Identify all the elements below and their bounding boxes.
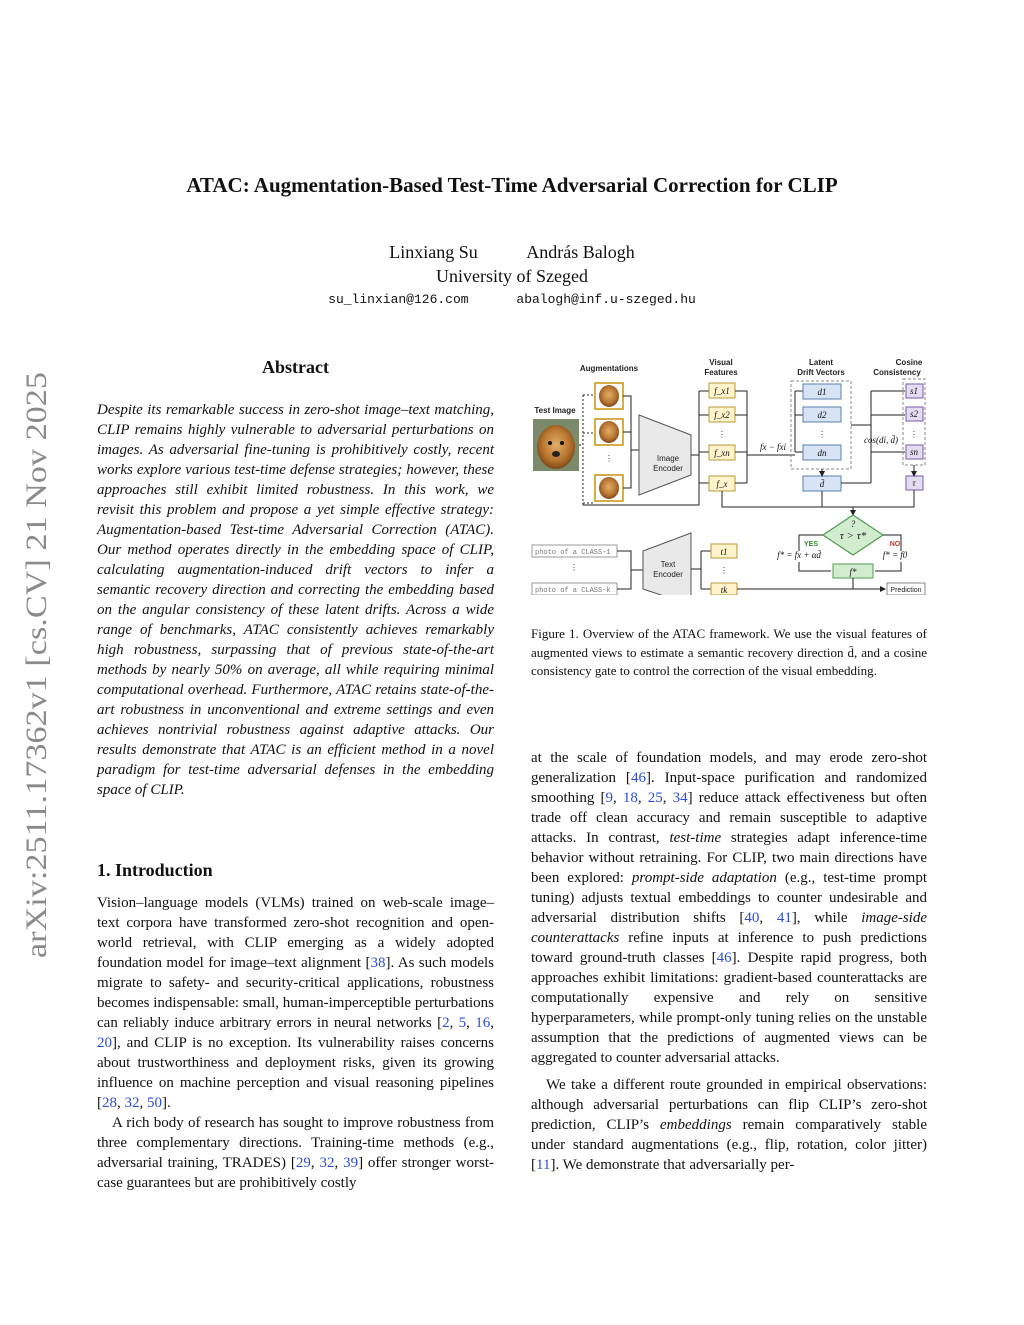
body-text: ] reduce attack effectiveness but often trade off clean accuracy and remain susceptible to adaptive attacks. In contrast, — [531, 790, 927, 846]
feature-f-xn: f_xn — [714, 448, 730, 458]
body-text: ] offer stronger worst-case guarantees but are prohibitively costly — [97, 1155, 494, 1191]
header-test-image: Test Image — [534, 406, 576, 415]
citation-link[interactable]: 9 — [605, 790, 613, 806]
citation-link[interactable]: 50 — [147, 1095, 162, 1111]
svg-text:⋮: ⋮ — [720, 566, 728, 575]
feature-f-x2: f_x2 — [714, 410, 730, 420]
text-encoder-block — [643, 533, 691, 595]
svg-text:⋮: ⋮ — [570, 563, 578, 572]
left-column-body — [97, 893, 494, 1193]
body-text: , — [759, 910, 777, 926]
decision-condition: τ > τ* — [839, 530, 867, 542]
author-name: Linxiang Su — [389, 242, 478, 262]
affiliation: University of Szeged — [436, 266, 588, 286]
score-tau: τ — [912, 478, 916, 488]
figure-caption: Figure 1. Overview of the ATAC framework. We use the visual features of augmented views to estimate a semantic recovery direction d̄, and a cosine consistency gate to control the correction of the visual embedding. — [531, 626, 927, 678]
citation-link[interactable]: 5 — [458, 1015, 467, 1031]
body-text: , — [612, 790, 623, 806]
body-text: , — [334, 1155, 344, 1171]
drift-vector-column — [791, 381, 851, 491]
decision-gate — [823, 515, 883, 555]
citation-link[interactable]: 32 — [124, 1095, 140, 1111]
text-feature-column — [711, 544, 737, 595]
emphasized-term: prompt-side adaptation — [631, 870, 777, 886]
body-text: refine inputs at inference to push predictions toward ground-truth classes [ — [531, 930, 927, 966]
svg-text:Prediction: Prediction — [890, 587, 922, 594]
emphasized-term: test-time — [669, 830, 722, 846]
author-name: András Balogh — [526, 242, 635, 262]
header-latent-drift-line1: Latent — [809, 358, 833, 367]
drift-d1: d1 — [817, 387, 827, 397]
citation-link[interactable]: 34 — [672, 790, 688, 806]
cosine-formula: cos(di, d̄) — [864, 435, 898, 445]
header-cosine-line1: Cosine — [895, 358, 923, 367]
prompt-class-k: photo of a CLASS-k — [535, 587, 611, 595]
text-feature-tk: tk — [720, 585, 728, 595]
citation-link[interactable]: 11 — [536, 1157, 551, 1173]
header-visual-features-line2: Features — [704, 368, 738, 377]
email-list — [0, 292, 1024, 307]
yes-label: YES — [803, 541, 819, 548]
citation-link[interactable]: 46 — [716, 950, 732, 966]
body-text: ]. Despite rapid progress, both approaches exhibit limitations: gradient-based counterattacks are computationally expensive and rely on sensitive hyperparameters, while prompt-only tuning relies on the unstable assumption that the predictions of augmented views can be aggregated to counter adversarial attacks. — [531, 950, 927, 1066]
emphasized-term: image-side counterattacks — [531, 910, 928, 946]
header-visual-features-line1: Visual — [709, 358, 733, 367]
body-text: ]. As such models migrate to safety- and security-critical applications, robustness becomes indispensable: small, human-imperceptible perturbations can reliably induce arbitrary errors in neural networks [ — [97, 955, 494, 1031]
body-text: ]. We demonstrate that adversarially per- — [550, 1157, 795, 1173]
abstract-text: Despite its remarkable success in zero-shot image–text matching, CLIP remains highly vulnerable to adversarial perturbations on images. As adversarial fine-tuning is prohibitively costly, recent works explore various test-time defense strategies; however, these approaches still exhibit limited robustness. In this work, we revisit this problem and propose a yet simple effective strategy: Augmentation-based Test-time Adversarial Correction (ATAC). Our method operates directly in the embedding space of CLIP, calculating augmentation-induced drift vectors to infer a semantic recovery direction and correcting the embedding based on the angular consistency of these latent drifts. Across a wide range of benchmarks, ATAC consistently achieves remarkably high robustness, surpassing that of previous state-of-the-art methods by nearly 50% on average, all while requiring minimal computational overhead. Furthermore, ATAC retains state-of-the-art robustness in unconventional and extreme settings and even achieves nontrivial robustness against adaptive attacks. Our results demonstrate that ATAC is an efficient method in a novel paradigm for test-time adversarial defenses in the embedding space of CLIP. — [97, 402, 494, 798]
visual-feature-column — [709, 383, 735, 491]
citation-link[interactable]: 46 — [630, 770, 646, 786]
author-email: su_linxian@126.com — [328, 292, 469, 307]
prompt-class-1: photo of a CLASS-1 — [535, 549, 611, 557]
citation-link[interactable]: 18 — [622, 790, 638, 806]
svg-text:Image: Image — [656, 454, 680, 463]
abstract-heading: Abstract — [262, 357, 329, 377]
svg-text:Encoder: Encoder — [653, 570, 683, 579]
body-text: ]. — [162, 1095, 171, 1111]
section-heading-introduction: 1. Introduction — [97, 860, 213, 880]
citation-link[interactable]: 39 — [343, 1155, 359, 1171]
svg-text:⋮: ⋮ — [910, 430, 918, 439]
svg-text:f*: f* — [849, 567, 857, 577]
atac-framework-figure — [531, 355, 927, 595]
citation-link[interactable]: 32 — [319, 1155, 335, 1171]
drift-dn: dn — [817, 448, 827, 458]
body-text: , — [466, 1015, 476, 1031]
prediction-box — [887, 583, 925, 595]
citation-link[interactable]: 25 — [647, 790, 663, 806]
body-text: , — [310, 1155, 320, 1171]
body-text: remain comparatively stable under standard augmentations (e.g., flip, rotation, color jitter) [ — [531, 1117, 927, 1173]
body-text: strategies adapt inference-time behavior without retraining. For CLIP, two main directions have been explored: — [531, 830, 928, 886]
prompt-list — [532, 545, 617, 595]
svg-text:Encoder: Encoder — [653, 464, 683, 473]
no-label: NO — [889, 541, 901, 548]
citation-link[interactable]: 28 — [102, 1095, 117, 1111]
body-paragraph — [531, 748, 927, 1068]
emphasized-term: embeddings — [660, 1117, 732, 1133]
author-email: abalogh@inf.u-szeged.hu — [516, 292, 696, 307]
image-encoder-block — [639, 415, 691, 495]
citation-link[interactable]: 38 — [370, 955, 386, 971]
body-paragraph — [97, 1113, 494, 1193]
body-text: at the scale of foundation models, and may erode zero-shot generalization [ — [531, 750, 927, 786]
citation-link[interactable]: 40 — [744, 910, 760, 926]
paper-title: ATAC: Augmentation-Based Test-Time Adversarial Correction for CLIP — [186, 173, 838, 197]
score-sn: sn — [909, 447, 919, 457]
body-text: , — [449, 1015, 459, 1031]
body-text: , — [490, 1015, 495, 1031]
citation-link[interactable]: 20 — [97, 1035, 112, 1051]
citation-link[interactable]: 29 — [295, 1155, 311, 1171]
body-paragraph — [531, 1075, 927, 1175]
svg-text:⋮: ⋮ — [818, 430, 826, 439]
body-text: , — [139, 1095, 147, 1111]
svg-text:⋮: ⋮ — [718, 430, 726, 439]
final-feature-box — [833, 564, 873, 578]
no-formula: f* = f0 — [882, 550, 908, 560]
body-text: ]. Input-space purification and randomized smoothing [ — [531, 770, 927, 806]
citation-link[interactable]: 2 — [442, 1015, 450, 1031]
body-text: (e.g., test-time prompt tuning) adjusts textual embeddings to counter undesirable and adversarial distribution shifts [ — [531, 870, 927, 926]
drift-mean: d̄ — [819, 479, 825, 489]
header-augmentations: Augmentations — [579, 364, 639, 373]
arxiv-stamp-text: arXiv:2511.17362v1 [cs.CV] 21 Nov 2025 — [20, 444, 53, 958]
body-paragraph — [97, 893, 494, 1113]
body-text: ], while — [791, 910, 862, 926]
author-list — [0, 242, 1024, 263]
body-text: , — [117, 1095, 125, 1111]
yes-formula: f* = fx + αd̄ — [777, 550, 821, 560]
augmented-view-n — [595, 475, 623, 501]
body-text: , — [662, 790, 673, 806]
body-text: We take a different route grounded in empirical observations: although adversarial perturbations can flip CLIP’s zero-shot prediction, CLIP’s — [531, 1077, 927, 1133]
test-image-dog — [533, 419, 579, 471]
body-text: A rich body of research has sought to improve robustness from three complementary directions. Training-time methods (e.g., adversarial training, TRADES) [ — [97, 1115, 494, 1171]
augmentation-ellipsis: ⋮ — [605, 454, 613, 463]
citation-link[interactable]: 16 — [475, 1015, 491, 1031]
body-text: , — [637, 790, 648, 806]
augmentation-branch-lines — [583, 395, 593, 503]
text-feature-t1: t1 — [720, 547, 728, 557]
right-column-body — [531, 748, 927, 1175]
augmented-view-2 — [595, 419, 623, 445]
augmented-view-1 — [595, 383, 623, 409]
score-s2: s2 — [909, 409, 919, 419]
body-text: Vision–language models (VLMs) trained on web-scale image–text corpora have transformed zero-shot recognition and open-world retrieval, with CLIP emerging as a widely adopted foundation model for image–text alignment [ — [97, 895, 494, 971]
header-latent-drift-line2: Drift Vectors — [797, 368, 845, 377]
svg-text:?: ? — [850, 519, 856, 529]
body-text: ], and CLIP is no exception. Its vulnerability raises concerns about trustworthiness and deployment risks, given its growing influence on machine perception and visual reasoning pipelines [ — [97, 1035, 494, 1111]
drift-formula: fx − fxi — [759, 442, 787, 452]
svg-text:Text: Text — [660, 560, 676, 569]
feature-f-x: f_x — [716, 479, 728, 489]
score-s1: s1 — [909, 386, 919, 396]
arxiv-identifier-stamp — [8, 370, 58, 960]
citation-link[interactable]: 41 — [776, 910, 792, 926]
header-cosine-line2: Consistency — [873, 368, 921, 377]
drift-d2: d2 — [817, 410, 827, 420]
feature-f-x1: f_x1 — [714, 386, 730, 396]
